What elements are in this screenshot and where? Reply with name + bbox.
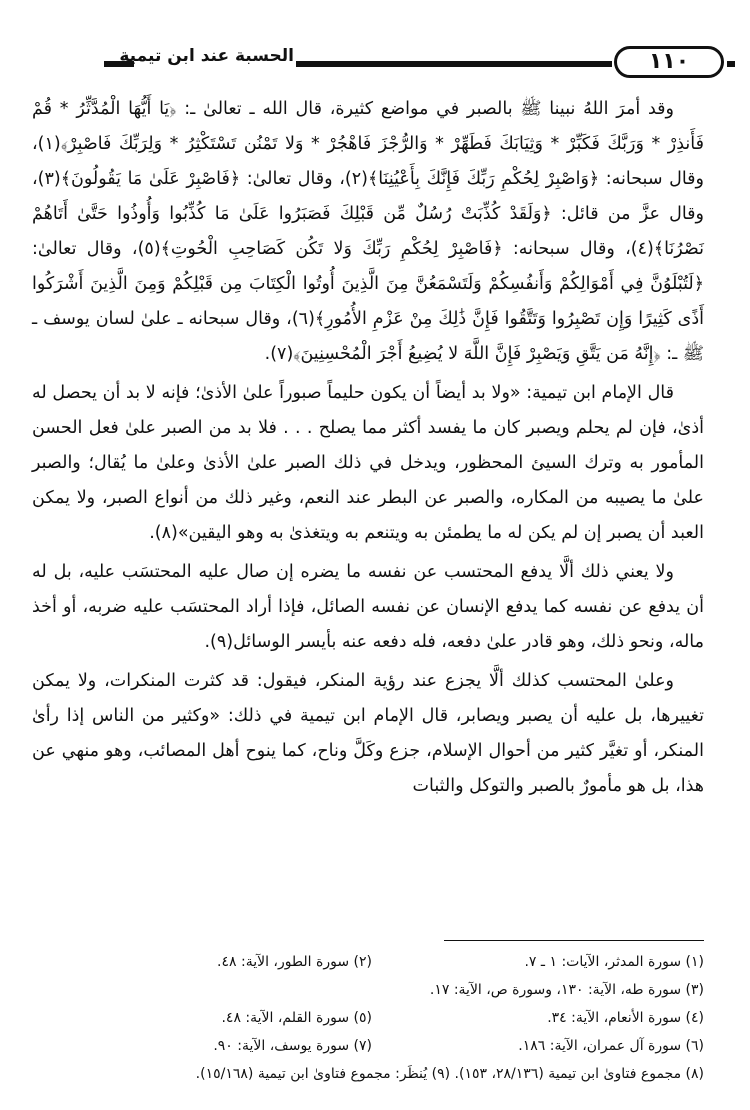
paragraph: وقد أمرَ اللهُ نبينا ﷺ بالصبر في مواضع كثيرة، قال الله ـ تعالىٰ ـ: ﴿يَا أَيُّهَا الْمُدَّثِّرُ * قُمْ فَأَنذِرْ * وَرَبَّكَ فَكَبِّرْ * وَثِيَابَكَ فَطَهِّرْ * وَالرُّجْزَ فَاهْجُرْ * وَلا تَمْنُن تَسْتَكْثِرُ * وَلِرَبِّكَ فَاصْبِرْ﴾(١)، وقال سبحانه: ﴿وَاصْبِرْ لِحُكْمِ رَبِّكَ فَإِنَّكَ بِأَعْيُنِنَا﴾(٢)، وقال تعالىٰ: ﴿فَاصْبِرْ عَلَىٰ مَا يَقُولُونَ﴾(٣)، وقال عزَّ من قائل: ﴿وَلَقَدْ كُذِّبَتْ رُسُلٌ مِّن قَبْلِكَ فَصَبَرُوا عَلَىٰ مَا كُذِّبُوا وَأُوذُوا حَتَّىٰ أَتَاهُمْ نَصْرُنَا﴾(٤)، وقال سبحانه: ﴿فَاصْبِرْ لِحُكْمِ رَبِّكَ وَلا تَكُن كَصَاحِبِ الْحُوتِ﴾(٥)، وقال تعالىٰ: ﴿لَتُبْلَوُنَّ فِي أَمْوَالِكُمْ وَأَنفُسِكُمْ وَلَتَسْمَعُنَّ مِنَ الَّذِينَ أُوتُوا الْكِتَابَ مِن قَبْلِكُمْ وَمِنَ الَّذِينَ أَشْرَكُوا أَذًى كَثِيرًا وَإِن تَصْبِرُوا وَتَتَّقُوا فَإِنَّ ذَٰلِكَ مِنْ عَزْمِ الأُمُورِ﴾(٦)، وقال سبحانه ـ علىٰ لسان يوسف ـ ﷺ ـ: ﴿إِنَّهُ مَن يَتَّقِ وَيَصْبِرْ فَإِنَّ اللَّهَ لا يُضِيعُ أَجْرَ الْمُحْسِنِينَ﴾(٧). xyxy=(32,99,704,364)
footnote: (٤) سورة الأنعام، الآية: ٣٤. xyxy=(547,1010,704,1026)
footnote: (٢) سورة الطور، الآية: ٤٨. xyxy=(217,954,372,970)
footnote-separator xyxy=(444,940,704,941)
footnote-row xyxy=(40,1004,704,1032)
header-rule-right xyxy=(727,61,735,67)
running-title: الحسبة عند ابن تيمية xyxy=(119,46,294,66)
running-header xyxy=(32,40,708,80)
page-number: ١١٠ xyxy=(614,46,724,78)
footnote: (٥) سورة القلم، الآية: ٤٨. xyxy=(221,1010,372,1026)
footnote: (٣) سورة طه، الآية: ١٣٠، وسورة ص، الآية: ١٧. xyxy=(429,982,704,998)
footnotes xyxy=(40,948,704,1088)
paragraph: ولا يعني ذلك ألَّا يدفع المحتسب عن نفسه ما يضره إن صال عليه المحتسَب عليه، بل له أن يدفع عن نفسه كما يدفع الإنسان عن نفسه الصائل، فإذا أراد المحتسَب عليه ضربه، أو أخذ ماله، ونحو ذلك، وهو قادر علىٰ دفعه، فله دفعه عنه بأيسر الوسائل(٩). xyxy=(32,562,704,652)
main-text xyxy=(32,92,704,808)
paragraph: قال الإمام ابن تيمية: «ولا بد أيضاً أن يكون حليماً صبوراً علىٰ الأذىٰ؛ فإنه لا بد أن يحصل له أذىٰ، فإن لم يحلم ويصبر كان ما يفسد أكثر مما يصلح . . . فلا بد من الصبر علىٰ فعل الحسن المأمور به وترك السيئ المحظور، ويدخل في ذلك الصبر علىٰ الأذىٰ وعلىٰ ما يُقال؛ والصبر علىٰ ما يصيبه من المكاره، والصبر عن البطر عند النعم، وغير ذلك من أنواع الصبر، ولا يمكن العبد أن يصبر إن لم يكن له ما يطمئن به ويتنعم به ويتغذىٰ به وهو اليقين»(٨). xyxy=(32,383,704,543)
footnote-row xyxy=(40,1032,704,1060)
footnote: (٨) مجموع فتاوىٰ ابن تيمية (٢٨/١٣٦، ١٥٣). (٩) يُنظَر: مجموع فتاوىٰ ابن تيمية (١٥/١٦٨). xyxy=(195,1066,704,1082)
footnote-row xyxy=(40,976,704,1004)
paragraph: وعلىٰ المحتسب كذلك ألَّا يجزع عند رؤية المنكر، فيقول: قد كثرت المنكرات، ولا يمكن تغييرها، بل عليه أن يصبر ويصابر، قال الإمام ابن تيمية في ذلك: «وكثير من الناس إذا رأىٰ المنكر، أو تغيَّر كثير من أحوال الإسلام، جزع وكَلَّ وناح، كما ينوح أهل المصائب، وهو منهي عن هذا، بل هو مأمورٌ بالصبر والتوكل والثبات xyxy=(32,671,704,796)
footnote: (٧) سورة يوسف، الآية: ٩٠. xyxy=(213,1038,372,1054)
footnote: (٦) سورة آل عمران، الآية: ١٨٦. xyxy=(518,1038,704,1054)
footnote: (١) سورة المدثر، الآيات: ١ ـ ٧. xyxy=(524,954,704,970)
footnote-row xyxy=(40,948,704,976)
footnote-row xyxy=(40,1060,704,1088)
header-rule-middle xyxy=(296,61,612,67)
